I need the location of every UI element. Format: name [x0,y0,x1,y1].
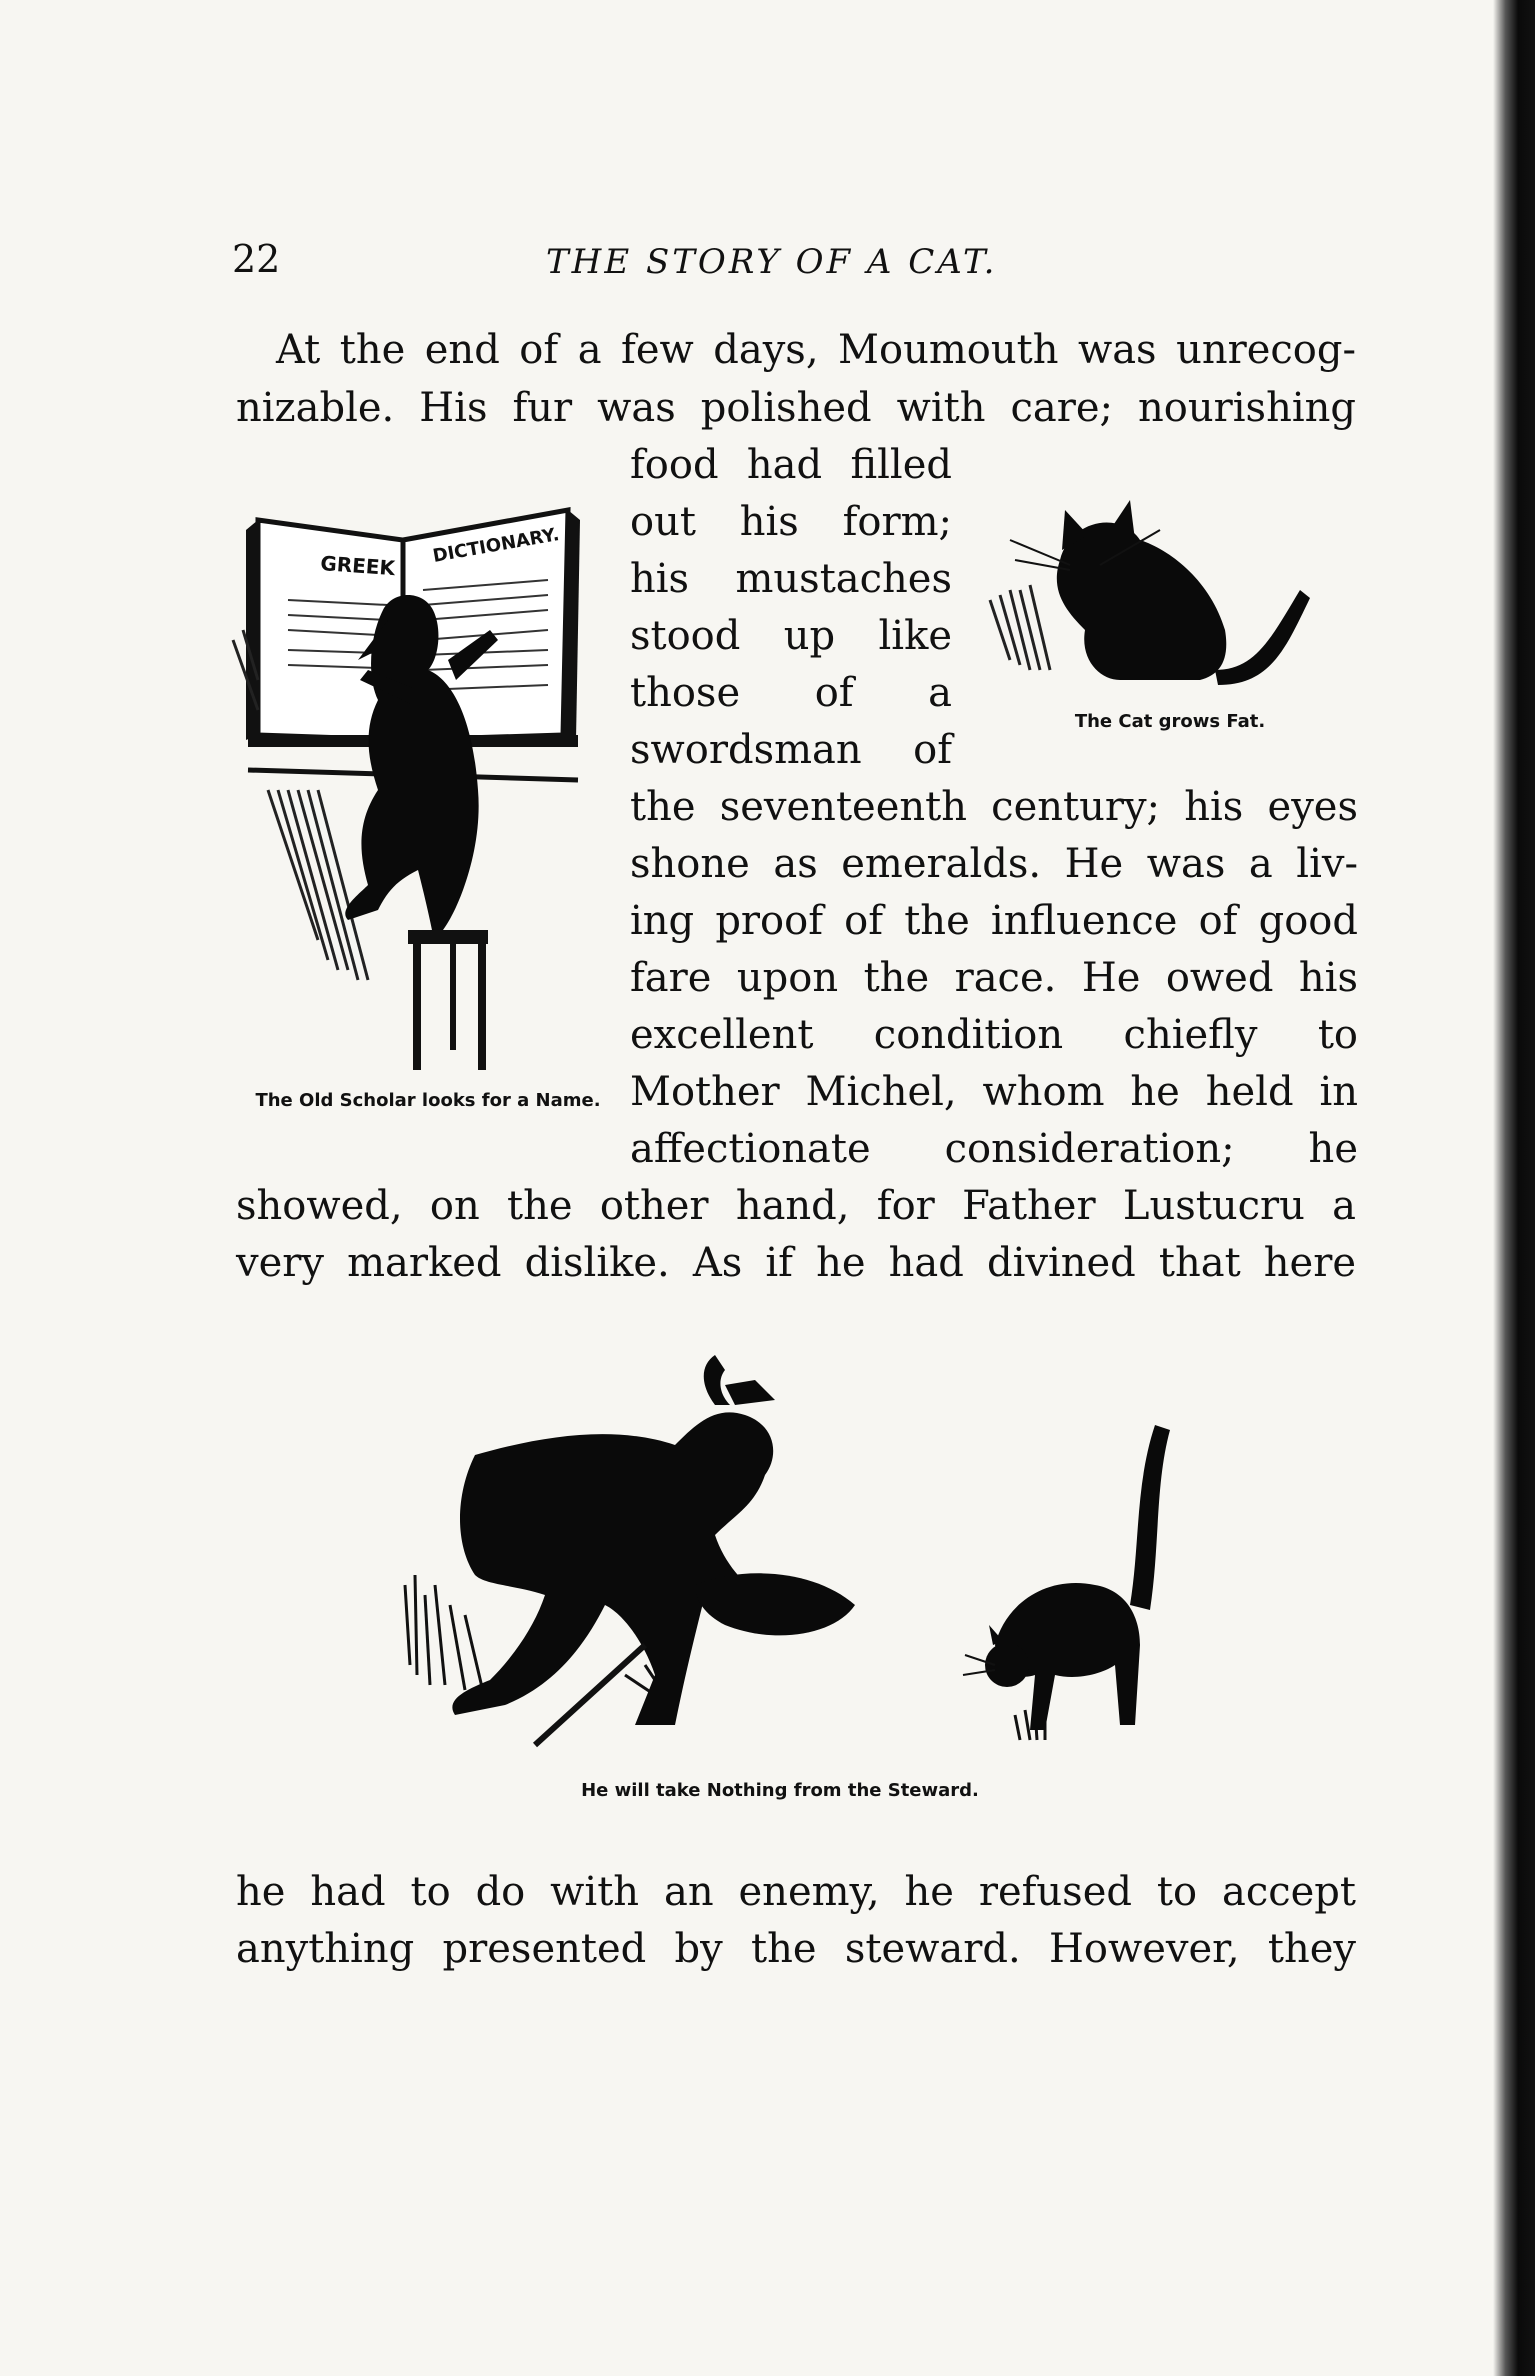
text-line-4: out his form; [630,499,952,545]
text-line-1: At the end of a few days, Moumouth was unrecog- [276,327,1356,373]
fat-cat-caption: The Cat grows Fat. [1074,711,1266,732]
text-line-14: Mother Michel, whom he held in [630,1069,1358,1115]
steward-caption: He will take Nothing from the Steward. [581,1780,979,1801]
text-line-19: anything presented by the steward. However, they [236,1926,1356,1972]
text-line-8: swordsman of [630,727,952,773]
page-number: 22 [232,237,281,281]
page-edge-shadow [1493,0,1535,2376]
text-line-15: affectionate consideration; he [630,1126,1358,1172]
text-line-5: his mustaches [630,556,952,602]
book-label-dictionary: DICTIONARY. [431,524,561,567]
text-line-6: stood up like [630,613,952,659]
text-line-13: excellent condition chiefly to [630,1012,1358,1058]
text-line-17: very marked dislike. As if he had divined that here [236,1240,1356,1286]
text-line-9: the seventeenth century; his eyes [630,784,1358,830]
text-line-2: nizable. His fur was polished with care; nourishing [236,385,1356,431]
text-line-12: fare upon the race. He owed his [630,955,1358,1001]
text-line-18: he had to do with an enemy, he refused to accept [236,1869,1356,1915]
running-title: THE STORY OF A CAT. [546,242,998,282]
text-line-3: food had filled [630,442,952,488]
text-line-11: ing proof of the influence of good [630,898,1358,944]
fat-cat-illustration [970,480,1350,700]
text-line-7: those of a [630,670,952,716]
old-scholar-illustration [228,490,588,1080]
steward-illustration [395,1345,1215,1765]
book-label-greek: GREEK [319,551,396,581]
scholar-caption: The Old Scholar looks for a Name. [255,1090,601,1111]
text-line-10: shone as emeralds. He was a liv- [630,841,1358,887]
text-line-16: showed, on the other hand, for Father Lustucru a [236,1183,1356,1229]
